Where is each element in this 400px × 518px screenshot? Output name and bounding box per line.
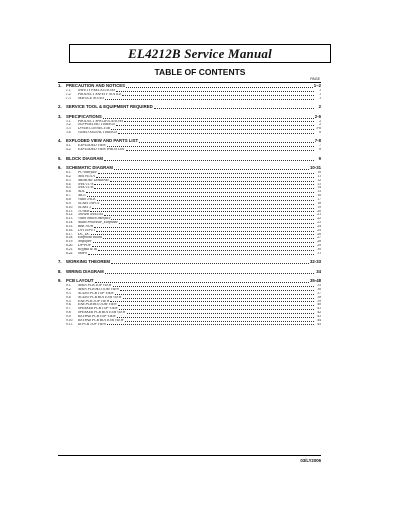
item-title: DC_DC: [78, 232, 90, 236]
item-page: 38: [317, 295, 321, 299]
item-page: 35: [317, 284, 321, 288]
item-number: 3.2.: [66, 123, 72, 127]
item-number: 9.3.: [66, 291, 72, 295]
dot-leader: [98, 173, 314, 174]
toc-item-row[interactable]: [58, 323, 321, 327]
dot-leader: [127, 313, 314, 314]
bottom-divider: [58, 455, 321, 456]
item-number: 6.13.: [66, 217, 74, 221]
item-number: 6.11.: [66, 209, 73, 213]
item-page: 11: [317, 174, 321, 178]
item-number: 6.7.: [66, 194, 72, 198]
section-page: 2: [318, 104, 321, 110]
section-title: SCHEMATIC DIAGRAM: [66, 165, 113, 171]
item-page: 1: [319, 96, 321, 100]
item-number: 9.1.: [66, 284, 72, 288]
item-title: DP-POP: [78, 244, 91, 248]
section-page: 32-33: [310, 259, 321, 265]
item-title: Amplifier: [78, 240, 92, 244]
item-page: 2: [319, 119, 321, 123]
dot-leader: [86, 192, 314, 193]
item-title: SAFETY PRECAUTIONS: [78, 89, 116, 92]
item-title: Earphone Board: [78, 236, 102, 240]
item-number: 6.20.: [66, 244, 74, 248]
item-title: PRODUCT SAFETY NOTICE: [78, 92, 122, 96]
toc-heading: TABLE OF CONTENTS: [154, 67, 246, 77]
item-title: MCU: [78, 194, 86, 198]
section-number: 1.: [58, 83, 62, 88]
item-page: 24: [317, 224, 321, 228]
item-title: Keypad & IR: [78, 247, 97, 251]
item-title: MAIN PCB BOTTOM VIEW: [78, 288, 120, 291]
item-number: 3.4.: [66, 131, 72, 135]
dot-leader: [97, 200, 314, 201]
item-page: 2: [319, 123, 321, 127]
section-title: SERVICE TOOL & EQUIPMENT REQUIRED: [66, 104, 153, 110]
section-number: 5.: [58, 155, 62, 161]
item-number: 6.16.: [66, 228, 74, 232]
dot-leader: [154, 108, 314, 109]
dot-leader: [103, 238, 314, 239]
dot-leader: [119, 309, 314, 310]
section-number: 6.: [58, 165, 62, 171]
item-title: MAIN PCB TOP VIEW: [78, 284, 112, 288]
item-page: 18: [317, 201, 321, 205]
item-number: 6.10.: [66, 205, 74, 209]
item-title: EXPLODED VIEW PARTS LIST: [78, 148, 125, 152]
section-page: 7-8: [314, 138, 321, 144]
item-title: SPEAKER PCB BOTTOM VIEW: [78, 311, 126, 315]
item-title: DVI INPUT: [78, 228, 96, 232]
item-page: 28: [317, 240, 321, 244]
item-number: 6.14.: [66, 221, 74, 225]
dot-leader: [116, 91, 314, 92]
item-number: 6.1.: [66, 171, 72, 175]
item-title: VIDEO SIGNAL TIMINGS: [78, 131, 117, 135]
item-number: 9.4.: [66, 295, 72, 299]
item-page: 36: [317, 288, 321, 291]
item-number: 6.12.: [66, 213, 74, 217]
item-title: KEYPAD PCB BOTTOM VIEW: [78, 318, 124, 322]
dot-leader: [123, 298, 314, 299]
dot-leader: [91, 234, 314, 235]
item-page: 15: [317, 190, 321, 194]
section-number: 7.: [58, 259, 62, 265]
item-number: 6.2.: [66, 174, 72, 178]
section-title: WORKING THEOREM: [66, 259, 110, 265]
dot-leader: [111, 263, 309, 264]
item-title: AUDIO PCB TOP VIEW: [78, 291, 114, 295]
item-number: 6.22.: [66, 251, 74, 255]
item-page: 45: [317, 322, 321, 326]
item-page: 12: [317, 178, 321, 182]
item-title: SCART 3: [78, 205, 92, 209]
dot-leader: [92, 208, 314, 209]
document-date: 03/LY2006: [300, 458, 321, 463]
item-title: Video Switch Interface: [78, 217, 111, 221]
item-page: 7: [319, 144, 321, 148]
item-number: 1.2.: [66, 92, 72, 96]
section-number: 3.: [58, 113, 62, 119]
item-title: SPEAKER PCB TOP VIEW: [78, 307, 118, 311]
item-title: SMPS: [78, 251, 87, 255]
dot-leader: [101, 204, 314, 205]
dot-leader: [96, 231, 314, 232]
section-title: WIRING DIAGRAM: [66, 268, 104, 274]
item-number: 9.11.: [66, 322, 73, 326]
dot-leader: [88, 254, 314, 255]
section-title: PRECAUTION AND NOTICES: [66, 83, 126, 88]
item-number: 6.3.: [66, 178, 72, 182]
item-page: 19: [317, 205, 321, 209]
item-number: 6.5.: [66, 186, 72, 190]
item-number: 9.6.: [66, 303, 72, 307]
item-page: 41: [317, 307, 321, 311]
item-number: 6.17.: [66, 232, 74, 236]
section-page: 9: [318, 155, 321, 161]
section-page: 1~2: [313, 83, 321, 88]
item-page: 23: [317, 221, 321, 225]
dot-leader: [105, 273, 314, 274]
item-page: 43: [317, 314, 321, 318]
section-number: 4.: [58, 138, 62, 144]
item-title: BBE NOW: [78, 224, 94, 228]
item-page: 1: [319, 92, 321, 96]
item-title: D-SUB CONNECTOR: [78, 127, 111, 131]
item-number: 1.1.: [66, 89, 72, 92]
item-title: TUNER: [78, 209, 90, 213]
section-title: BLOCK DIAGRAM: [66, 155, 103, 161]
item-title: SCART INPUT: [78, 201, 100, 205]
dot-leader: [94, 227, 314, 228]
dot-leader: [125, 321, 315, 322]
section-page: 34: [316, 268, 321, 274]
dot-leader: [98, 250, 314, 251]
item-page: 21: [317, 213, 321, 217]
dot-leader: [110, 181, 314, 182]
item-page: 1: [319, 89, 321, 92]
section-title: PCB LAYOUT: [66, 278, 94, 284]
dot-leader: [94, 184, 314, 185]
page-column-label: PAGE: [310, 77, 320, 81]
item-page: 30: [317, 247, 321, 251]
item-page: 29: [317, 244, 321, 248]
item-page: 25: [317, 228, 321, 232]
item-title: Video JACK: [78, 198, 96, 201]
dot-leader: [110, 301, 314, 302]
table-of-contents: [58, 83, 321, 326]
item-number: 9.5.: [66, 299, 72, 303]
dot-leader: [126, 87, 313, 88]
dot-leader: [120, 290, 314, 291]
item-page: 44: [317, 318, 321, 322]
dot-leader: [115, 294, 314, 295]
item-page: 26: [317, 232, 321, 236]
dot-leader: [93, 242, 314, 243]
dot-leader: [107, 146, 314, 147]
section-number: 2.: [58, 104, 62, 110]
item-page: 22: [317, 217, 321, 221]
dot-leader: [94, 188, 314, 189]
item-page: 20: [317, 209, 321, 213]
item-number: 6.4.: [66, 182, 72, 186]
dot-leader: [92, 246, 314, 247]
item-title: EAR PCB TOP VIEW: [78, 299, 110, 303]
item-number: 9.2.: [66, 288, 72, 291]
item-title: SAA7117A: [78, 182, 94, 186]
item-page: 13: [317, 182, 321, 186]
item-number: 6.8.: [66, 198, 72, 201]
dot-leader: [113, 286, 314, 287]
item-title: KEYPAD PCB TOP VIEW: [78, 314, 116, 318]
item-title: AUDIO PCB BOTTOM VIEW: [78, 295, 122, 299]
item-number: 6.21.: [66, 247, 74, 251]
item-title: ADC: [78, 190, 86, 194]
section-page: 2-6: [314, 113, 321, 119]
dot-leader: [139, 142, 314, 143]
dot-leader: [103, 118, 314, 119]
section-title: SPECIFICATIONS: [66, 113, 102, 119]
item-page: 14: [317, 186, 321, 190]
section-title: EXPLODED VIEW AND PARTS LIST: [66, 138, 139, 144]
dot-leader: [104, 215, 314, 216]
item-title: SERVICE NOTES: [78, 96, 104, 100]
section-page: 10-31: [310, 165, 321, 171]
item-title: MST9U11A: [78, 174, 95, 178]
item-number: 9.9.: [66, 314, 72, 318]
item-number: 4.2.: [66, 148, 72, 152]
item-title: EXPLODED VIEW: [78, 144, 107, 148]
item-title: MEMORY DDRRAM: [78, 178, 109, 182]
dot-leader: [118, 133, 314, 134]
item-page: 3-6: [316, 127, 321, 131]
dot-leader: [118, 305, 314, 306]
item-number: 6.15.: [66, 224, 74, 228]
document-title: EL4212B Service Manual: [128, 45, 272, 61]
item-title: IR PCB TOP VIEW: [78, 322, 107, 326]
item-page: 27: [317, 236, 321, 240]
item-title: PRODUCT SPECIFICATIONS: [78, 119, 124, 123]
item-number: 6.9.: [66, 201, 72, 205]
item-number: 6.19.: [66, 240, 74, 244]
item-page: 17: [317, 198, 321, 201]
item-number: 3.3.: [66, 127, 72, 131]
document-title-box: [69, 44, 331, 63]
dot-leader: [107, 324, 314, 325]
dot-leader: [116, 125, 314, 126]
item-title: SAA7117B: [78, 186, 94, 190]
dot-leader: [122, 95, 314, 96]
dot-leader: [96, 177, 314, 178]
item-number: 6.18.: [66, 236, 74, 240]
item-title: EAR PCB BOTTOM VIEW: [78, 303, 117, 307]
item-page: 39: [317, 299, 321, 303]
item-number: 6.6.: [66, 190, 72, 194]
item-page: 40: [317, 303, 321, 307]
item-number: 9.10.: [66, 318, 74, 322]
dot-leader: [87, 196, 314, 197]
item-title: SUPPORTING TIMINGS: [78, 123, 115, 127]
item-title: PC-Interface: [78, 171, 97, 175]
item-title: Teletext SAA5361: [78, 213, 104, 217]
dot-leader: [114, 169, 309, 170]
item-page: 10: [317, 171, 321, 175]
item-number: 3.1.: [66, 119, 72, 123]
dot-leader: [111, 129, 314, 130]
dot-leader: [124, 121, 314, 122]
item-number: 4.1.: [66, 144, 72, 148]
section-number: 9.: [58, 278, 62, 284]
dot-leader: [95, 282, 309, 283]
dot-leader: [117, 317, 314, 318]
dot-leader: [111, 219, 314, 220]
item-number: 1.3.: [66, 96, 72, 100]
item-page: 31: [317, 251, 321, 255]
item-page: 37: [317, 291, 321, 295]
item-page: 16: [317, 194, 321, 198]
item-number: 9.8.: [66, 311, 72, 315]
dot-leader: [119, 223, 314, 224]
item-page: 6: [319, 131, 321, 135]
item-number: 9.7.: [66, 307, 72, 311]
item-page: 8: [319, 148, 321, 152]
item-page: 42: [317, 311, 321, 315]
dot-leader: [104, 160, 314, 161]
dot-leader: [105, 99, 314, 100]
dot-leader: [90, 211, 314, 212]
dot-leader: [126, 150, 314, 151]
section-number: 8.: [58, 268, 62, 274]
section-page: 35-48: [310, 278, 321, 284]
item-title: Audio Processor_Earphone: [78, 221, 118, 225]
